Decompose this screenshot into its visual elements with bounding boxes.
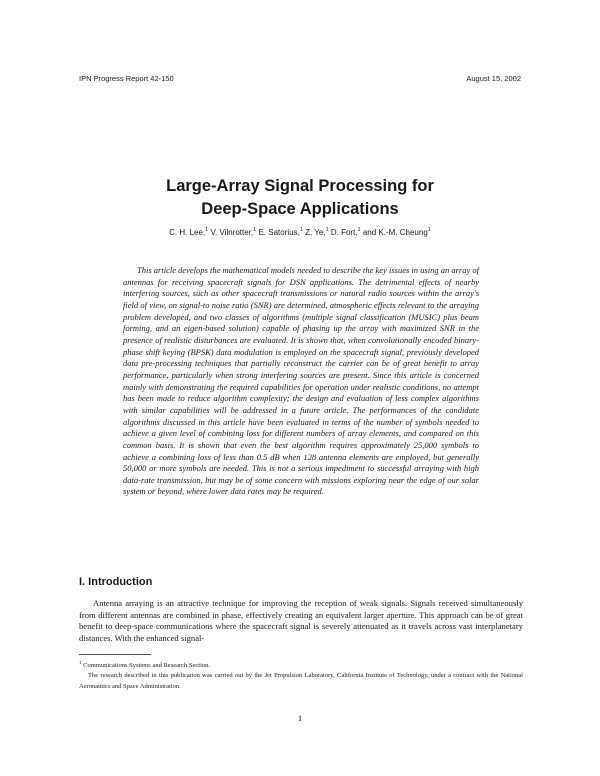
paper-title bbox=[0, 175, 600, 221]
footnote-1: $^1$ Communications Systems and Research Section. bbox=[79, 661, 211, 669]
report-number: IPN Progress Report 42-150 bbox=[79, 74, 174, 83]
footnote-research: The research described in this publication was carried out by the Jet Propulsion Laboratory, California Institute of Technology, under a contract with the National Aeronautics and Space Administration. bbox=[79, 672, 523, 690]
footnote-divider bbox=[79, 654, 151, 655]
abstract: This article develops the mathematical models needed to describe the key issues in using an array of antennas for receiving spacecraft signals for DSN applications. The detrimental effects of nearby interfering sources, such as other spacecraft transmissions or natural radio sources within the array's field of view, on signal-to noise ratio (SNR) are determined, atmospheric effects relevant to the arraying problem developed, and two classes of algorithms (multiple signal classification (MUSIC) plus beam forming, and an eigen-based solution) capable of phasing up the array with maximized SNR in the presence of realistic disturbances are evaluated. It is shown that, when convolutionally encoded binary-phase shift keying (BPSK) data modulation is employed on the spacecraft signal, previously developed data pre-processing techniques that partially reconstruct the carrier can be of great benefit to array performance, particularly when strong interfering sources are present. Since this article is concerned mainly with demonstrating the required capabilities for operation under realistic conditions, no attempt has been made to reduce algorithm complexity; the design and evaluation of less complex algorithms with similar capabilities will be addressed in a future article. The performances of the candidate algorithms discussed in this article have been evaluated in terms of the number of symbols needed to achieve a given level of combining loss for different numbers of array elements, and compared on this common basis. It is shown that even the best algorithm requires approximately 25,000 symbols to achieve a combining loss of less than 0.5 dB when 128 antenna elements are employed, but generally 50,000 or more symbols are needed. This is not a serious impediment to successful arraying with high data-rate transmission, but may be of some concern with missions exploring near the edge of our solar system or beyond, where lower data rates may be required. bbox=[123, 265, 479, 497]
author: V. Vilnrotter,$^1$ bbox=[210, 227, 257, 237]
author-list bbox=[0, 227, 600, 237]
page-number: 1 bbox=[297, 713, 303, 723]
intro-paragraph: Antenna arraying is an attractive technique for improving the reception of weak signals. Signals received simultaneously from different antennas are combined in phase, effectively creating an equivalent larger aperture. This approach can be of great benefit to deep-space communications where the spacecraft signal is severely attenuated as it travels across vast interplanetary distances. With the enhanced signal- bbox=[79, 598, 523, 644]
report-date: August 15, 2002 bbox=[466, 74, 521, 83]
author: and K.-M. Cheung$^1$ bbox=[362, 227, 431, 237]
title-line-2: Deep-Space Applications bbox=[201, 200, 399, 218]
section-heading: I. Introduction bbox=[79, 576, 153, 588]
title-line-1: Large-Array Signal Processing for bbox=[166, 177, 434, 195]
author: D. Fort,$^1$ bbox=[330, 227, 361, 237]
author: C. H. Lee,$^1$ bbox=[169, 227, 209, 237]
author: Z. Ye,$^1$ bbox=[305, 227, 329, 237]
author: E. Satorius,$^1$ bbox=[258, 227, 303, 237]
